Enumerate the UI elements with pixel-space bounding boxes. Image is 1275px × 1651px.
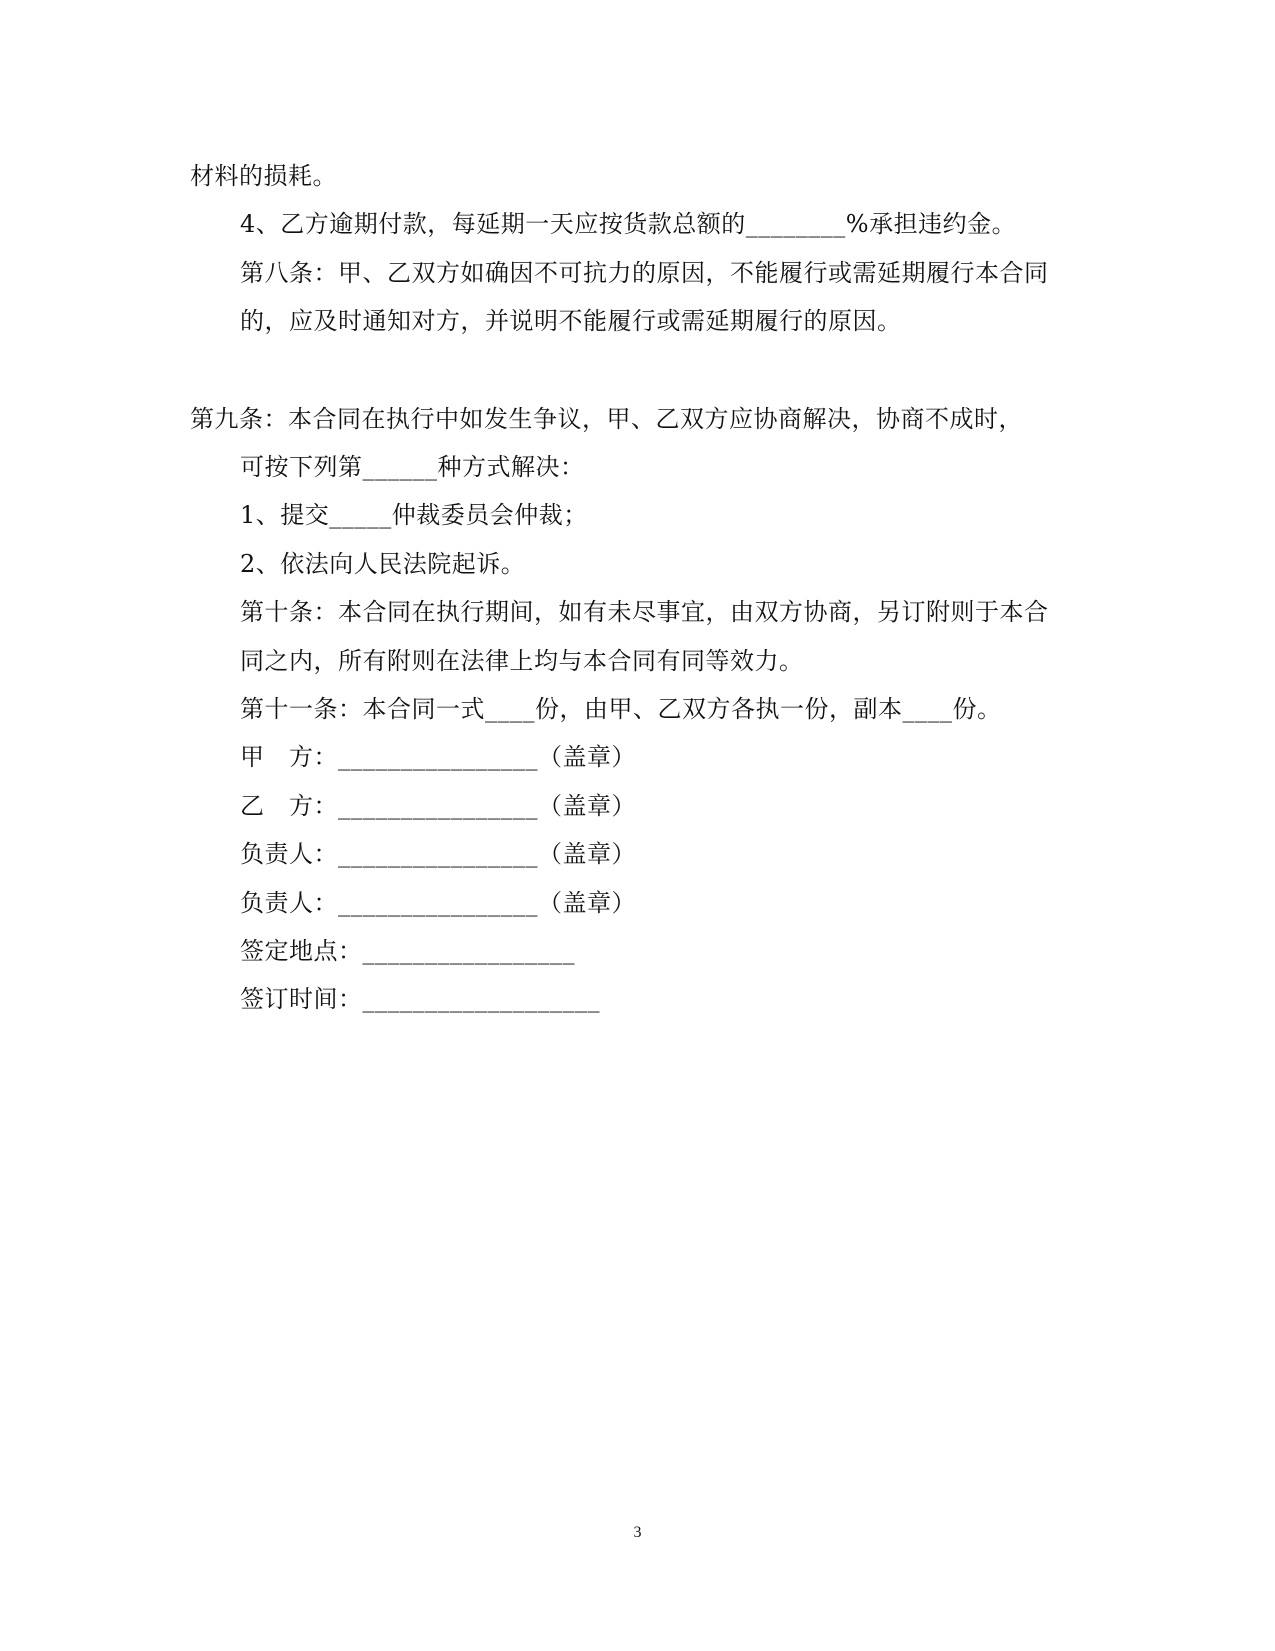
signing-location: 签定地点：_________________ — [240, 937, 575, 965]
signature-responsible-person-1: 负责人：________________（盖章） — [240, 840, 636, 868]
text-line-article-8-part2: 的，应及时通知对方，并说明不能履行或需延期履行的原因。 — [240, 307, 902, 335]
signature-party-a: 甲 方：________________（盖章） — [240, 743, 636, 771]
text-line-article-11: 第十一条：本合同一式____份，由甲、乙双方各执一份，副本____份。 — [240, 695, 1002, 723]
text-line-article-10-part1: 第十条：本合同在执行期间，如有未尽事宜，由双方协商，另订附则于本合 — [240, 598, 1049, 626]
text-line-article-8-part1: 第八条：甲、乙双方如确因不可抗力的原因，不能履行或需延期履行本合同 — [240, 259, 1049, 287]
text-line-article-10-part2: 同之内，所有附则在法律上均与本合同有同等效力。 — [240, 647, 804, 675]
text-line-article-9-part1: 第九条：本合同在执行中如发生争议，甲、乙双方应协商解决，协商不成时， — [190, 405, 1023, 433]
signature-responsible-person-2: 负责人：________________（盖章） — [240, 889, 636, 917]
text-line-late-payment: 4、乙方逾期付款，每延期一天应按货款总额的________%承担违约金。 — [240, 210, 1017, 238]
page-number: 3 — [633, 1524, 642, 1541]
text-line-lawsuit: 2、依法向人民法院起诉。 — [240, 550, 526, 578]
text-line-article-9-part2: 可按下列第______种方式解决： — [240, 453, 585, 481]
text-line-material-loss: 材料的损耗。 — [190, 162, 337, 190]
text-line-arbitration: 1、提交_____仲裁委员会仲裁； — [240, 501, 588, 529]
signing-date: 签订时间：___________________ — [240, 985, 600, 1013]
signature-party-b: 乙 方：________________（盖章） — [240, 792, 636, 820]
